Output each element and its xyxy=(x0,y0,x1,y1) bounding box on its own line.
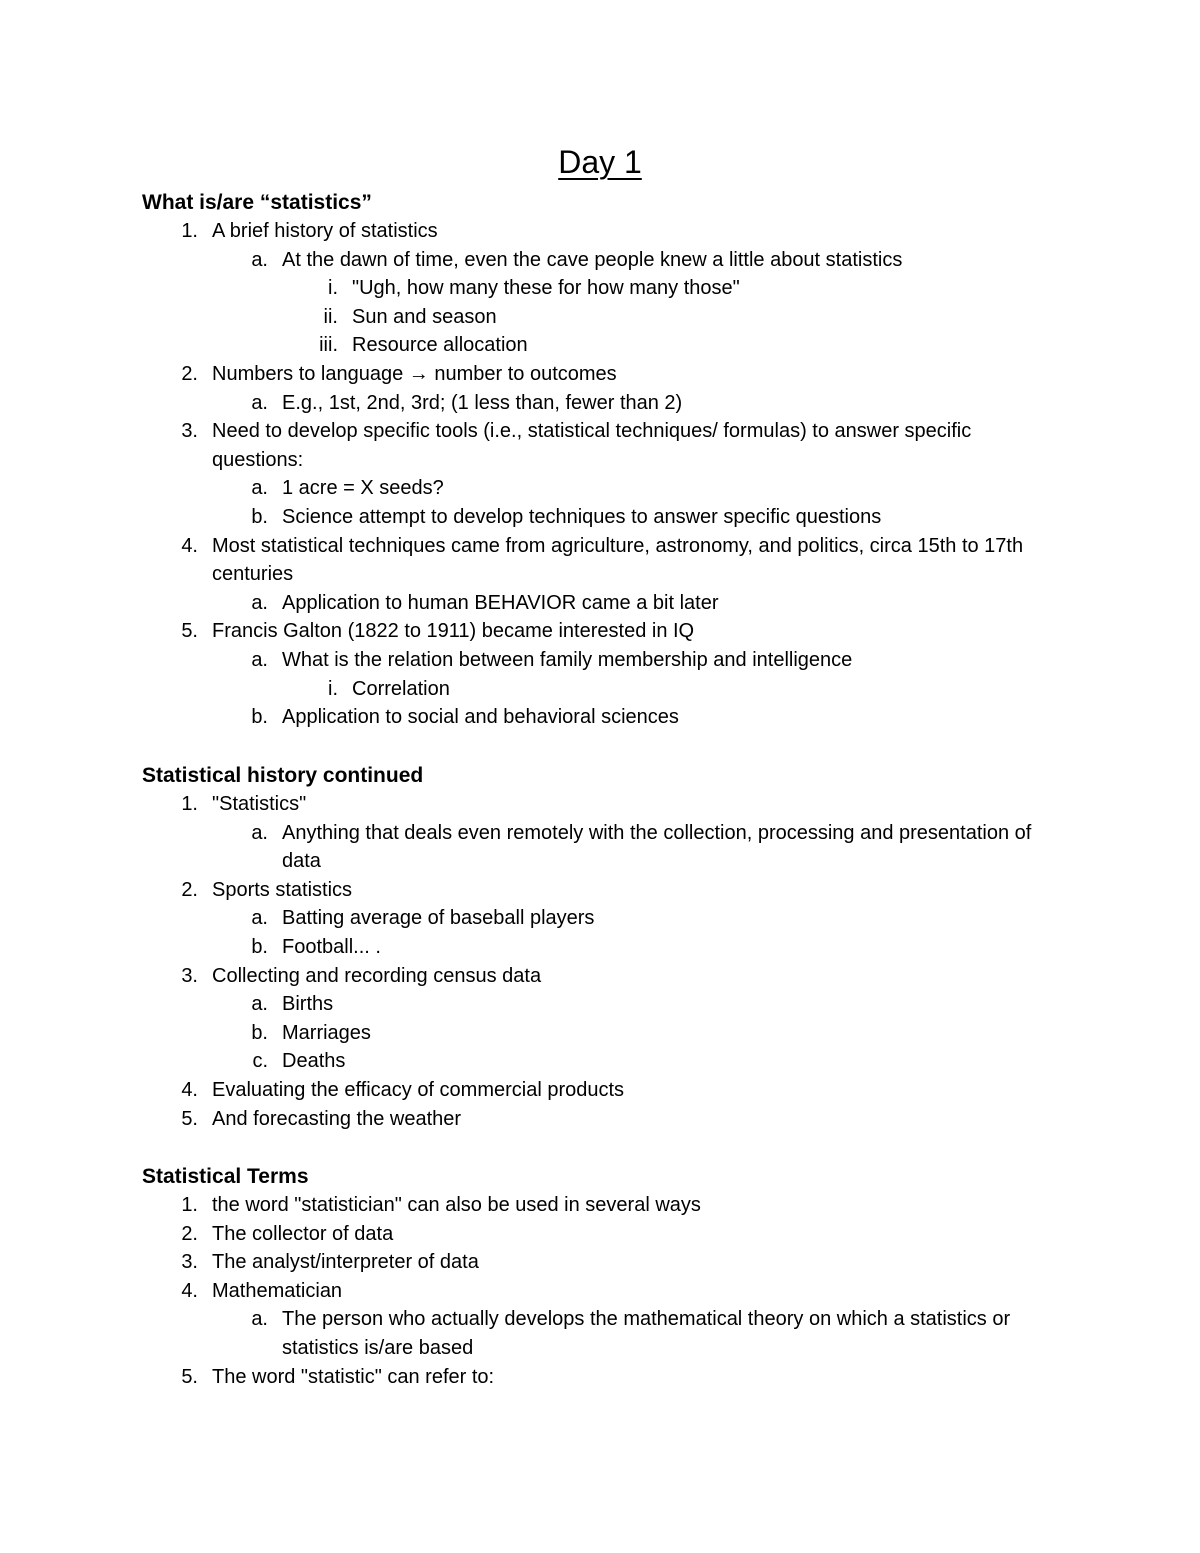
list-marker: 2. xyxy=(181,1222,198,1245)
list-marker: 4. xyxy=(181,1078,198,1101)
list-marker: a. xyxy=(251,993,268,1016)
list-item-text: "Ugh, how many these for how many those" xyxy=(352,277,740,300)
list-item xyxy=(212,904,1062,933)
list-item-text: the word "statistician" can also be used in several ways xyxy=(212,1194,701,1216)
list-item-text: Births xyxy=(282,993,334,1016)
list-item-text: Sports statistics xyxy=(212,878,353,901)
list-marker: a. xyxy=(251,477,268,500)
list-item xyxy=(142,876,1062,962)
sub-list xyxy=(212,819,1062,876)
list-item xyxy=(212,389,1062,418)
list-marker: a. xyxy=(251,248,268,271)
list-item-text: Football... . xyxy=(282,935,381,958)
list-item-text: The collector of data xyxy=(212,1222,394,1245)
sub-list xyxy=(212,904,1062,961)
list-item-text: Resource allocation xyxy=(352,334,528,357)
list-item-text: Evaluating the efficacy of commercial products xyxy=(212,1078,625,1101)
outline-list xyxy=(142,1191,1062,1391)
list-item xyxy=(142,1076,1062,1105)
list-marker: 3. xyxy=(181,964,198,987)
list-marker: 5. xyxy=(181,620,198,643)
list-item xyxy=(142,360,1062,417)
list-item xyxy=(142,1277,1062,1363)
list-item-text: Numbers to language → number to outcomes xyxy=(212,362,617,385)
outline-list xyxy=(142,790,1062,1133)
sub-list xyxy=(212,246,1062,360)
section-statistical-history-continued xyxy=(142,761,1062,1133)
list-marker: i. xyxy=(328,277,338,300)
list-item xyxy=(142,617,1062,731)
list-item xyxy=(142,217,1062,360)
sub-sub-list xyxy=(282,274,1062,360)
list-item-text: What is the relation between family membership and intelligence xyxy=(282,648,853,671)
list-item-text: Deaths xyxy=(282,1050,346,1073)
list-item-text: Science attempt to develop techniques to answer specific questions xyxy=(282,505,882,528)
page-title: Day 1 xyxy=(558,144,642,180)
list-marker: b. xyxy=(251,1021,268,1044)
list-item-text: Most statistical techniques came from agriculture, astronomy, and politics, circa 15th to 17th centuries xyxy=(212,534,1024,586)
list-marker: a. xyxy=(251,591,268,614)
list-item-text: Anything that deals even remotely with the collection, processing and presentation of data xyxy=(282,821,1032,873)
list-item xyxy=(142,417,1062,531)
list-item xyxy=(142,1191,1062,1220)
list-marker: 2. xyxy=(181,362,198,385)
list-marker: a. xyxy=(251,907,268,930)
list-marker: iii. xyxy=(319,334,338,357)
list-marker: 2. xyxy=(181,878,198,901)
list-item xyxy=(212,933,1062,962)
sub-list xyxy=(212,474,1062,531)
list-marker: a. xyxy=(251,648,268,671)
list-item-text: 1 acre = X seeds? xyxy=(282,477,444,500)
list-item xyxy=(212,246,1062,360)
outline-list xyxy=(142,217,1062,732)
list-marker: b. xyxy=(251,505,268,528)
list-item xyxy=(282,274,1062,303)
list-item xyxy=(142,962,1062,1076)
sub-list xyxy=(212,389,1062,418)
list-item xyxy=(212,503,1062,532)
section-heading: What is/are “statistics” xyxy=(142,191,372,214)
list-item xyxy=(212,589,1062,618)
list-marker: 4. xyxy=(181,1279,198,1302)
list-item-text: Application to human BEHAVIOR came a bit later xyxy=(282,591,719,614)
section-heading: Statistical history continued xyxy=(142,764,424,787)
list-item-text: Sun and season xyxy=(352,305,497,328)
list-item-text: Francis Galton (1822 to 1911) became interested in IQ xyxy=(212,620,695,643)
list-item-text: Mathematician xyxy=(212,1279,343,1302)
list-item xyxy=(282,675,1062,704)
list-item xyxy=(282,331,1062,360)
section-what-is-statistics xyxy=(142,188,1062,732)
list-item-text: The analyst/interpreter of data xyxy=(212,1251,479,1274)
list-item xyxy=(212,1305,1062,1362)
list-item xyxy=(142,1105,1062,1134)
list-marker: a. xyxy=(251,391,268,414)
list-item-text: Marriages xyxy=(282,1021,371,1044)
list-item-text: E.g., 1st, 2nd, 3rd; (1 less than, fewer than 2) xyxy=(282,391,683,414)
sub-list xyxy=(212,1305,1062,1362)
list-item-text: At the dawn of time, even the cave people knew a little about statistics xyxy=(282,248,903,271)
list-item xyxy=(142,1248,1062,1277)
list-marker: 1. xyxy=(181,793,198,815)
list-marker: 3. xyxy=(181,420,198,443)
sub-list xyxy=(212,990,1062,1076)
list-item xyxy=(212,474,1062,503)
list-item xyxy=(142,532,1062,618)
list-item-text: Collecting and recording census data xyxy=(212,964,542,987)
list-item-text: The person who actually develops the mathematical theory on which a statistics or statistics is/are based xyxy=(282,1308,1011,1359)
list-item xyxy=(212,1047,1062,1076)
list-item xyxy=(212,1019,1062,1048)
list-item xyxy=(212,703,1062,732)
section-statistical-terms xyxy=(142,1162,1062,1391)
list-marker: 1. xyxy=(181,1194,198,1216)
list-item-text: Correlation xyxy=(352,677,450,700)
list-marker: c. xyxy=(252,1050,268,1073)
list-marker: a. xyxy=(251,1308,268,1331)
list-marker: 1. xyxy=(181,220,198,242)
list-marker: b. xyxy=(251,706,268,729)
list-marker: i. xyxy=(328,677,338,700)
sub-list xyxy=(212,589,1062,618)
list-item-text: And forecasting the weather xyxy=(212,1107,462,1130)
section-heading: Statistical Terms xyxy=(142,1165,309,1188)
list-item-text: Need to develop specific tools (i.e., statistical techniques/ formulas) to answer specific questions: xyxy=(212,420,972,471)
list-marker: 3. xyxy=(181,1251,198,1274)
list-item-text: Batting average of baseball players xyxy=(282,907,595,930)
list-marker: b. xyxy=(251,935,268,958)
list-item-text: Application to social and behavioral sciences xyxy=(282,706,679,729)
list-item xyxy=(282,303,1062,332)
list-item-text: The word "statistic" can refer to: xyxy=(212,1365,495,1388)
list-item xyxy=(142,1363,1062,1392)
list-item xyxy=(212,990,1062,1019)
list-item-text: A brief history of statistics xyxy=(212,220,438,242)
list-item xyxy=(212,646,1062,703)
list-item xyxy=(212,819,1062,876)
list-marker: 5. xyxy=(181,1365,198,1388)
sub-sub-list xyxy=(282,675,1062,704)
list-marker: a. xyxy=(251,821,268,844)
list-marker: 5. xyxy=(181,1107,198,1130)
list-item xyxy=(142,790,1062,876)
sub-list xyxy=(212,646,1062,732)
list-marker: 4. xyxy=(181,534,198,557)
list-marker: ii. xyxy=(323,305,338,328)
list-item xyxy=(142,1220,1062,1249)
list-item-text: "Statistics" xyxy=(212,793,307,815)
